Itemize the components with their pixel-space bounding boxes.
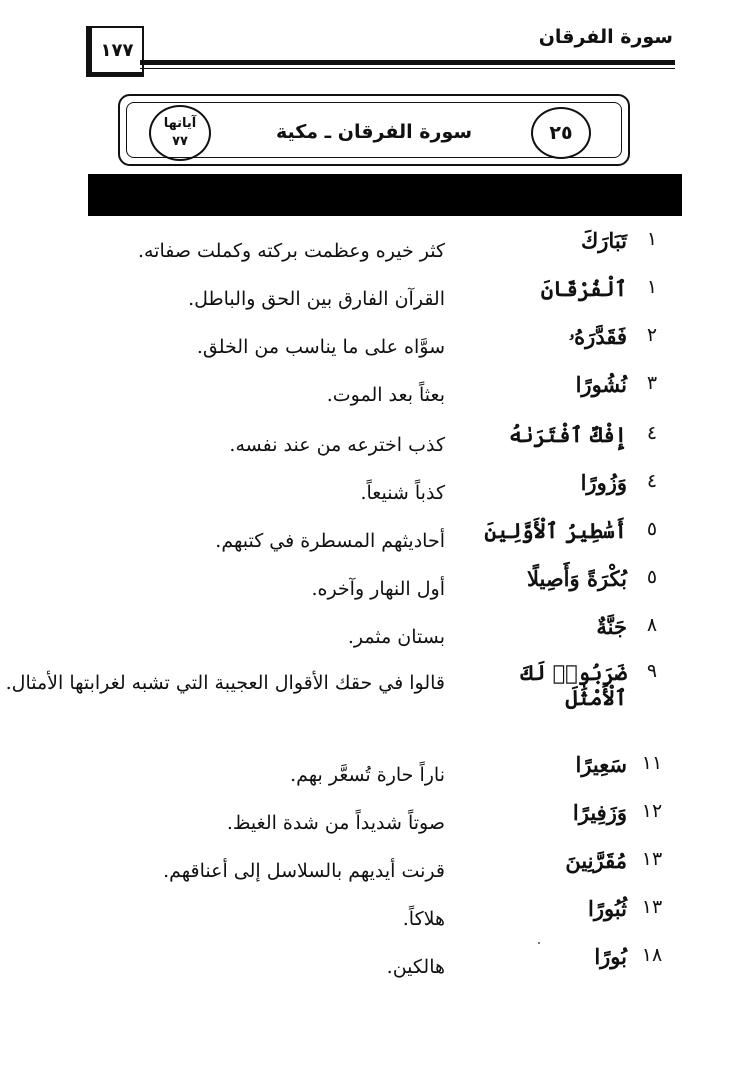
verse-number: ٩ bbox=[646, 660, 658, 682]
word-meaning: سوَّاه على ما يناسب من الخلق. bbox=[196, 336, 445, 358]
quran-word: فَقَدَّرَهُۥ bbox=[568, 324, 627, 349]
verse-number: ١ bbox=[646, 228, 658, 250]
word-meaning: صوتاً شديداً من شدة الغيظ. bbox=[226, 812, 445, 834]
word-meaning: هالكين. bbox=[386, 956, 445, 978]
verse-number: ٤ bbox=[646, 422, 658, 444]
surah-name: سورة الفرقان ـ مكية bbox=[275, 121, 473, 143]
word-meaning: القرآن الفارق بين الحق والباطل. bbox=[188, 288, 445, 310]
word-meaning: هلاكاً. bbox=[402, 908, 445, 930]
word-meaning: أحاديثهم المسطرة في كتبهم. bbox=[215, 530, 445, 552]
verse-number: ١٣ bbox=[641, 896, 663, 918]
scan-speck bbox=[538, 942, 540, 944]
verse-count-value: ٧٧ bbox=[172, 134, 188, 149]
word-meaning: بستان مثمر. bbox=[347, 626, 445, 648]
quran-word: وَزُورًا bbox=[580, 470, 627, 495]
verse-number: ٣ bbox=[646, 372, 658, 394]
quran-word: ثُبُورًا bbox=[587, 896, 627, 921]
word-meaning: قرنت أيديهم بالسلاسل إلى أعناقهم. bbox=[163, 860, 445, 882]
verse-count-label: آياتها bbox=[163, 116, 197, 131]
verse-number: ١ bbox=[646, 276, 658, 298]
word-meaning: كذب اخترعه من عند نفسه. bbox=[229, 434, 445, 456]
verse-number: ٤ bbox=[646, 470, 658, 492]
verse-number: ١١ bbox=[641, 752, 663, 774]
verse-number: ١٨ bbox=[641, 944, 663, 966]
page-number: ١٧٧ bbox=[86, 26, 144, 77]
quran-word: بُورًا bbox=[594, 944, 627, 969]
quran-word: جَنَّةٌ bbox=[596, 614, 627, 639]
word-meaning: قالوا في حقك الأقوال العجيبة التي تشبه لغرابتها الأمثال. bbox=[5, 672, 445, 694]
quran-word: وَزَفِيرًا bbox=[572, 800, 627, 825]
verse-number: ٥ bbox=[646, 566, 658, 588]
running-title: سورة الفرقان bbox=[538, 26, 673, 48]
verse-number: ١٢ bbox=[641, 800, 663, 822]
quran-word: إِفْكٌ ٱفْتَرَىٰهُ bbox=[508, 422, 627, 447]
verse-number: ٨ bbox=[646, 614, 658, 636]
quran-word: تَبَارَكَ bbox=[580, 228, 627, 253]
quran-word: مُقَرَّنِينَ bbox=[565, 848, 627, 873]
quran-word: نُشُورًا bbox=[575, 372, 627, 397]
verse-number: ٢ bbox=[646, 324, 658, 346]
quran-word: بُكْرَةً وَأَصِيلًا bbox=[526, 566, 627, 591]
verse-number: ١٣ bbox=[641, 848, 663, 870]
word-meaning: كذباً شنيعاً. bbox=[360, 482, 445, 504]
quran-word: أَسَٰطِيرُ ٱلْأَوَّلِينَ bbox=[484, 518, 627, 543]
word-meaning: كثر خيره وعظمت بركته وكملت صفاته. bbox=[137, 240, 445, 262]
quran-word: ٱلْفُرْقَانَ bbox=[540, 276, 627, 301]
word-meaning: بعثاً بعد الموت. bbox=[326, 384, 445, 406]
word-meaning: ناراً حارة تُسعَّر بهم. bbox=[290, 764, 445, 786]
quran-word: سَعِيرًا bbox=[575, 752, 627, 777]
quran-word: ضَرَبُوا۟ لَكَ ٱلْأَمْثَٰلَ bbox=[520, 660, 627, 710]
surah-number-badge: ٢٥ bbox=[531, 107, 591, 159]
verse-number: ٥ bbox=[646, 518, 658, 540]
word-meaning: أول النهار وآخره. bbox=[311, 578, 445, 600]
